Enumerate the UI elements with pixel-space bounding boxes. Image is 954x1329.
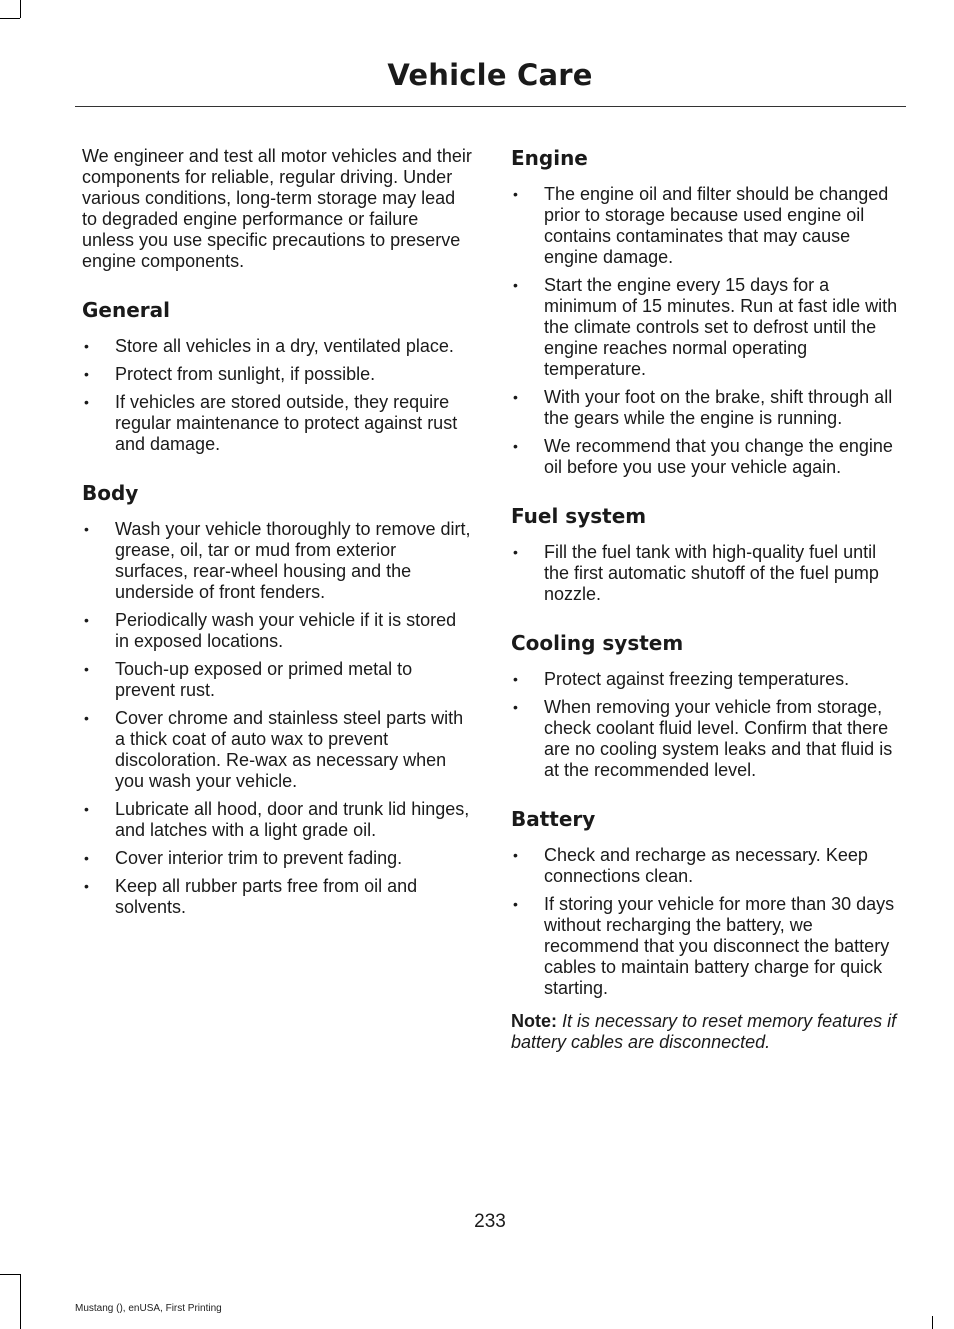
bullet-icon: • xyxy=(513,277,518,293)
left-column xyxy=(82,146,474,944)
bullet-icon: • xyxy=(513,438,518,454)
list-item: • If vehicles are stored outside, they require regular maintenance to protect against rust and damage. xyxy=(84,392,458,454)
bullet-icon: • xyxy=(84,878,89,894)
bullet-icon: • xyxy=(513,544,518,560)
list-item: • Fill the fuel tank with high-quality fuel until the first automatic shutoff of the fuel pump nozzle. xyxy=(513,542,879,604)
note-text: It is necessary to reset memory features if battery cables are disconnected. xyxy=(511,1011,897,1052)
body-list xyxy=(82,519,474,918)
bullet-icon: • xyxy=(84,612,89,628)
list-item: • Cover interior trim to prevent fading. xyxy=(84,848,403,868)
crop-mark xyxy=(932,1316,933,1329)
bullet-icon: • xyxy=(513,699,518,715)
list-item: • Periodically wash your vehicle if it is stored in exposed locations. xyxy=(84,610,457,651)
section-heading-body: Body xyxy=(82,481,139,505)
right-column xyxy=(511,146,903,1053)
list-item: • With your foot on the brake, shift through all the gears while the engine is running. xyxy=(513,387,893,428)
bullet-icon: • xyxy=(84,394,89,410)
bullet-icon: • xyxy=(84,338,89,354)
list-item: • Cover chrome and stainless steel parts with a thick coat of auto wax to prevent discoloration. Re-wax as necessary when you wash your vehicle. xyxy=(84,708,464,791)
bullet-icon: • xyxy=(513,389,518,405)
list-item: • Lubricate all hood, door and trunk lid hinges, and latches with a light grade oil. xyxy=(84,799,470,840)
section-heading-battery: Battery xyxy=(511,807,596,831)
bullet-icon: • xyxy=(84,366,89,382)
title-rule xyxy=(75,106,906,107)
list-item: • Store all vehicles in a dry, ventilated place. xyxy=(84,336,454,356)
bullet-icon: • xyxy=(84,710,89,726)
general-list xyxy=(82,336,474,455)
crop-mark xyxy=(0,18,20,19)
list-item: • Protect against freezing temperatures. xyxy=(513,669,850,689)
crop-mark xyxy=(20,1274,21,1329)
bullet-icon: • xyxy=(84,661,89,677)
section-heading-engine: Engine xyxy=(511,146,588,170)
list-item: • Touch-up exposed or primed metal to prevent rust. xyxy=(84,659,413,700)
list-item: • The engine oil and filter should be changed prior to storage because used engine oil contains contaminates that may cause engine damage. xyxy=(513,184,889,267)
intro-paragraph: We engineer and test all motor vehicles and their components for reliable, regular driving. Under various conditions, long-term storage may lead to degraded engine performance or failure unless you use specific precautions to preserve engine components. xyxy=(82,146,472,271)
section-heading-fuel-system: Fuel system xyxy=(511,504,647,528)
section-heading-cooling-system: Cooling system xyxy=(511,631,684,655)
list-item: • We recommend that you change the engine oil before you use your vehicle again. xyxy=(513,436,893,477)
crop-mark xyxy=(0,1274,20,1275)
bullet-icon: • xyxy=(513,896,518,912)
page-number: 233 xyxy=(474,1211,506,1232)
bullet-icon: • xyxy=(84,850,89,866)
list-item: • Protect from sunlight, if possible. xyxy=(84,364,376,384)
edition-footer: Mustang (), enUSA, First Printing xyxy=(75,1303,222,1314)
crop-mark xyxy=(20,0,21,18)
engine-list xyxy=(511,184,903,478)
note-label: Note: xyxy=(511,1011,557,1031)
section-heading-general: General xyxy=(82,298,170,322)
bullet-icon: • xyxy=(513,671,518,687)
list-item: • Start the engine every 15 days for a minimum of 15 minutes. Run at fast idle with the climate controls set to defrost until the engine reaches normal operating temperature. xyxy=(513,275,898,379)
list-item: • Keep all rubber parts free from oil and solvents. xyxy=(84,876,418,917)
list-item: • Wash your vehicle thoroughly to remove dirt, grease, oil, tar or mud from exterior surfaces, rear-wheel housing and the underside of front fenders. xyxy=(84,519,471,602)
bullet-icon: • xyxy=(513,186,518,202)
battery-list xyxy=(511,845,903,999)
list-item: • When removing your vehicle from storage, check coolant fluid level. Confirm that there are no cooling system leaks and that fluid is at the recommended level. xyxy=(513,697,893,780)
cooling-system-list xyxy=(511,669,903,781)
list-item: • If storing your vehicle for more than 30 days without recharging the battery, we recommend that you disconnect the battery cables to maintain battery charge for quick starting. xyxy=(513,894,895,998)
battery-note xyxy=(511,1011,903,1053)
page-title: Vehicle Care xyxy=(387,58,593,92)
bullet-icon: • xyxy=(513,847,518,863)
list-item: • Check and recharge as necessary. Keep connections clean. xyxy=(513,845,868,886)
bullet-icon: • xyxy=(84,521,89,537)
fuel-system-list xyxy=(511,542,903,605)
bullet-icon: • xyxy=(84,801,89,817)
